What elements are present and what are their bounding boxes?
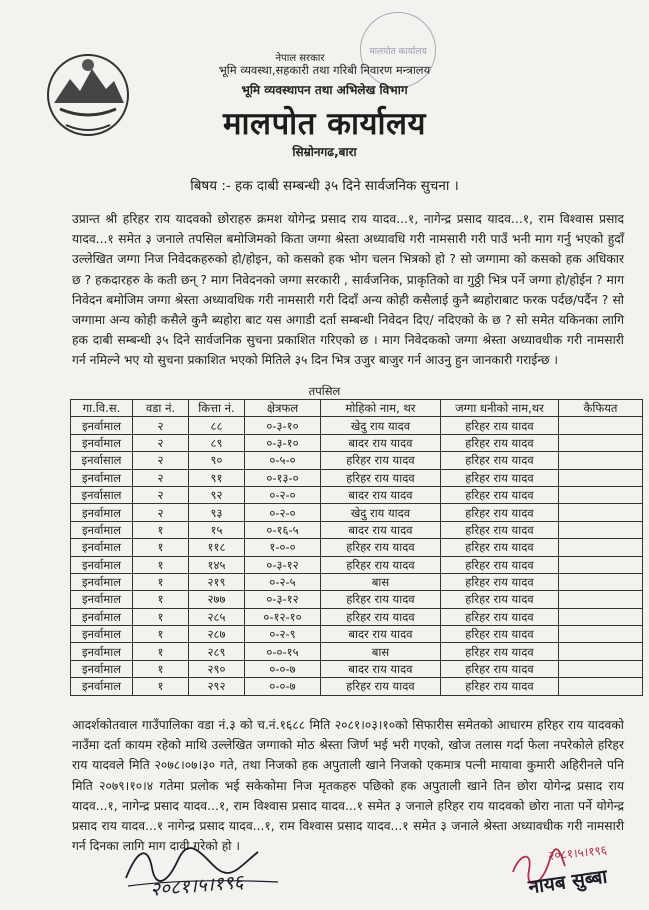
cell-tenant: बादर राय यादव	[321, 521, 441, 538]
cell-tenant: हरिहर राय यादव	[321, 539, 441, 556]
cell-area: ०-०-७	[245, 678, 321, 695]
cell-remarks	[559, 417, 643, 434]
cell-remarks	[559, 521, 643, 538]
table-row	[71, 608, 643, 625]
header-ward: वडा नं.	[133, 400, 189, 417]
cell-vdc: इनर्वामाल	[71, 556, 133, 573]
cell-tenant: खेदु राय यादव	[321, 504, 441, 521]
table-row	[71, 591, 643, 608]
cell-remarks	[559, 434, 643, 451]
table-row	[71, 469, 643, 486]
cell-remarks	[559, 591, 643, 608]
cell-ward: १	[133, 608, 189, 625]
cell-ward: १	[133, 660, 189, 677]
cell-vdc: इनर्वामाल	[71, 573, 133, 590]
table-caption: तपसिल	[308, 384, 341, 398]
cell-area: ०-२-०	[245, 504, 321, 521]
cell-ward: १	[133, 591, 189, 608]
notice-paragraph-2: आदर्शकोतवाल गाउँपालिका वडा नं.३ को च.नं.१६८८ मिति २०८१।०३।१०को सिफारीस समेतको आधारम हरिहर राय यादवको नाउँमा दर्ता कायम रहेको माथि उल्लेखित जग्गाको मोठ श्रेस्ता जिर्ण भई भरी गएको, खोज तलास गर्दा फेला नपरेकोले हरिहर राय यादवले मिति २०७८।०७।३० गते, तथा निजको हक अपुताली खाने निजको एकमात्र पत्नी मायावा कुमारी अहिरीनले पनि मिति २०७९।१०।४ गतेमा प्रलोक भई सकेकोमा निज मृतकहरु पछिको हक अपुताली खाने तिन छोरा योगेन्द्र प्रसाद राय यादव...१, नागेन्द्र प्रसाद यादव...१, राम विश्वास प्रसाद यादव...१ समेत ३ जनाले हरिहर राय यादवको छोरा नाता पर्ने योगेन्द्र प्रसाद राय यादव...१ नागेन्द्र प्रसाद यादव...१, राम विश्वास प्रसाद यादव...१ समेत ३ जनाले श्रेस्ता अध्यावधीक गरी नामसारी गर्न दिनका लागि माग दावी गरेको हो ।	[72, 718, 624, 854]
cell-ward: २	[133, 452, 189, 469]
cell-area: ०-२-९	[245, 626, 321, 643]
cell-area: ०-०-१५	[245, 643, 321, 660]
cell-area: ०-२-०	[245, 486, 321, 503]
cell-remarks	[559, 452, 643, 469]
cell-area: ०-३-१०	[245, 417, 321, 434]
cell-remarks	[559, 556, 643, 573]
cell-ward: १	[133, 678, 189, 695]
cell-remarks	[559, 573, 643, 590]
cell-tenant: खेदु राय यादव	[321, 417, 441, 434]
cell-plot: ९३	[189, 504, 245, 521]
cell-tenant: हरिहर राय यादव	[321, 591, 441, 608]
cell-plot: १५	[189, 521, 245, 538]
cell-tenant: बादर राय यादव	[321, 434, 441, 451]
signature-right-title: नायब सुब्बा	[526, 865, 609, 899]
cell-vdc: इनर्वामाल	[71, 434, 133, 451]
header-owner: जग्गा धनीको नाम,थर	[441, 400, 559, 417]
cell-tenant: हरिहर राय यादव	[321, 608, 441, 625]
table-row	[71, 539, 643, 556]
cell-ward: १	[133, 626, 189, 643]
cell-vdc: इनर्वामाल	[71, 678, 133, 695]
header-vdc: गा.वि.स.	[71, 400, 133, 417]
department-line: भूमि व्यवस्थापन तथा अभिलेख विभाग	[241, 83, 408, 97]
table-row	[71, 521, 643, 538]
cell-tenant: बादर राय यादव	[321, 660, 441, 677]
cell-remarks	[559, 539, 643, 556]
header-tenant: मोहिको नाम, थर	[321, 400, 441, 417]
ministry-line: भूमि व्यवस्था,सहकारी तथा गरिबी निवारण मन्त्रालय	[218, 63, 431, 77]
cell-tenant: हरिहर राय यादव	[321, 678, 441, 695]
header-area: क्षेत्रफल	[245, 400, 321, 417]
cell-area: ०-२-५	[245, 573, 321, 590]
table-row	[71, 660, 643, 677]
cell-area: ०-५-०	[245, 452, 321, 469]
cell-owner: हरिहर राय यादव	[441, 678, 559, 695]
cell-owner: हरिहर राय यादव	[441, 660, 559, 677]
cell-plot: २७७	[189, 591, 245, 608]
cell-area: ०-१२-१०	[245, 608, 321, 625]
cell-plot: २९०	[189, 660, 245, 677]
table-row	[71, 417, 643, 434]
stamp-text: मालपोत कार्यालय	[369, 46, 427, 57]
cell-area: ०-३-१०	[245, 434, 321, 451]
cell-remarks	[559, 469, 643, 486]
cell-owner: हरिहर राय यादव	[441, 452, 559, 469]
header-remarks: कैफियत	[559, 400, 643, 417]
signature-right-date: २०८१।५।१९६	[547, 842, 608, 864]
cell-vdc: इनर्वामाल	[71, 521, 133, 538]
cell-owner: हरिहर राय यादव	[441, 521, 559, 538]
cell-owner: हरिहर राय यादव	[441, 573, 559, 590]
cell-vdc: इनर्वामाल	[71, 660, 133, 677]
table-row	[71, 556, 643, 573]
cell-vdc: इनर्वामाल	[71, 417, 133, 434]
cell-vdc: इनर्वामाल	[71, 469, 133, 486]
cell-owner: हरिहर राय यादव	[441, 469, 559, 486]
cell-tenant: हरिहर राय यादव	[321, 469, 441, 486]
cell-ward: २	[133, 504, 189, 521]
cell-owner: हरिहर राय यादव	[441, 556, 559, 573]
cell-vdc: इनर्वामाल	[71, 643, 133, 660]
cell-vdc: इनर्वामाल	[71, 626, 133, 643]
cell-owner: हरिहर राय यादव	[441, 643, 559, 660]
cell-owner: हरिहर राय यादव	[441, 626, 559, 643]
government-line: नेपाल सरकार	[275, 53, 325, 64]
cell-owner: हरिहर राय यादव	[441, 434, 559, 451]
cell-ward: २	[133, 434, 189, 451]
cell-remarks	[559, 678, 643, 695]
cell-tenant: बादर राय यादव	[321, 486, 441, 503]
cell-ward: १	[133, 556, 189, 573]
cell-owner: हरिहर राय यादव	[441, 504, 559, 521]
cell-owner: हरिहर राय यादव	[441, 591, 559, 608]
cell-ward: १	[133, 521, 189, 538]
cell-tenant: बादर राय यादव	[321, 626, 441, 643]
cell-owner: हरिहर राय यादव	[441, 417, 559, 434]
notice-subject: बिषय :- हक दाबी सम्बन्धी ३५ दिने सार्वजनिक सुचना ।	[190, 178, 459, 194]
cell-tenant: बास	[321, 643, 441, 660]
cell-plot: ८९	[189, 434, 245, 451]
table-row	[71, 678, 643, 695]
cell-plot: २८५	[189, 608, 245, 625]
cell-plot: २८९	[189, 643, 245, 660]
cell-tenant: बास	[321, 573, 441, 590]
cell-plot: ८८	[189, 417, 245, 434]
cell-ward: २	[133, 417, 189, 434]
cell-ward: १	[133, 573, 189, 590]
cell-plot: ९१	[189, 469, 245, 486]
header-plot: कित्ता नं.	[189, 400, 245, 417]
cell-vdc: इनर्वामाल	[71, 608, 133, 625]
cell-plot: २१९	[189, 573, 245, 590]
cell-ward: २	[133, 469, 189, 486]
table-row	[71, 434, 643, 451]
cell-remarks	[559, 608, 643, 625]
notice-paragraph-1: उप्रान्त श्री हरिहर राय यादवको छोराहरु क्रमश योगेन्द्र प्रसाद राय यादव...१, नागेन्द्र प्रसाद यादव...१, राम विश्वास प्रसाद यादव...१ समेत ३ जनाले तपसिल बमोजिमको किता जग्गा श्रेस्ता अध्यावधि गरी नामसारी गरी पाउँ भनी माग गर्नु भएको हुदाँ उल्लेखित जग्गा निज निवेदकहरुको हो/होइन, को कसको हक भोग चलन भित्रको हो ? सो जग्गामा को कसको हक अधिकार छ ? हकदारहरु के कती छन् ? माग निवेदनको जग्गा सरकारी , सार्वजनिक, प्राकृतिको वा गुठ्ठी भित्र पर्ने जग्गा हो/होईन ? माग निवेदन बमोजिम जग्गा श्रेस्ता अध्यावधिक गरी नामसारी गरी दिदाँ अन्य कोही कसैलाई कुनै ब्यहोराबाट फरक पर्दछ/पर्दैन ? सो जग्गामा अन्य कोही कसैले कुनै ब्यहोरा बाट यस अगाडी दर्ता सम्बन्धी निवेदन दिए/ नदिएको के छ ? सो समेत यकिनका लागि हक दाबी सम्बन्धी ३५ दिने सार्वजनिक सुचना प्रकाशित गरिएको छ । माग निवेदकको जग्गा श्रेस्ता अध्यावधीक गरी नामसारी गर्न नमिल्ने भए यो सुचना प्रकाशित भएको मितिले ३५ दिन भित्र उजुर बाजुर गर्न आउनु हुन जानकारी गराईन्छ ।	[72, 212, 624, 368]
table-header-row	[71, 400, 643, 417]
cell-tenant: हरिहर राय यादव	[321, 452, 441, 469]
cell-ward: २	[133, 486, 189, 503]
table-row	[71, 486, 643, 503]
cell-ward: १	[133, 539, 189, 556]
cell-vdc: इनर्वामाल	[71, 591, 133, 608]
cell-plot: १४५	[189, 556, 245, 573]
land-records-table	[70, 399, 643, 696]
office-title: मालपोत कार्यालय	[222, 106, 427, 142]
cell-tenant: हरिहर राय यादव	[321, 556, 441, 573]
cell-vdc: इनर्वामाल	[71, 504, 133, 521]
signature-left-date: २०८१।५।१९६	[149, 870, 245, 902]
table-row	[71, 643, 643, 660]
cell-vdc: इनर्वामाल	[71, 539, 133, 556]
cell-area: ०-१६-५	[245, 521, 321, 538]
cell-vdc: इनर्वासाल	[71, 486, 133, 503]
cell-remarks	[559, 643, 643, 660]
office-location: सिम्रोनगढ,बारा	[292, 145, 357, 159]
cell-remarks	[559, 486, 643, 503]
cell-plot: २९२	[189, 678, 245, 695]
table-row	[71, 573, 643, 590]
cell-plot: २८७	[189, 626, 245, 643]
cell-remarks	[559, 660, 643, 677]
cell-remarks	[559, 626, 643, 643]
table-row	[71, 504, 643, 521]
table-row	[71, 626, 643, 643]
cell-plot: ९०	[189, 452, 245, 469]
cell-area: ०-१३-०	[245, 469, 321, 486]
table-row	[71, 452, 643, 469]
cell-area: ०-३-१२	[245, 591, 321, 608]
cell-owner: हरिहर राय यादव	[441, 608, 559, 625]
cell-ward: १	[133, 643, 189, 660]
cell-plot: ११८	[189, 539, 245, 556]
cell-area: १-०-०	[245, 539, 321, 556]
cell-remarks	[559, 504, 643, 521]
cell-area: ०-३-१२	[245, 556, 321, 573]
cell-vdc: इनर्वासाल	[71, 452, 133, 469]
cell-owner: हरिहर राय यादव	[441, 539, 559, 556]
cell-plot: ९२	[189, 486, 245, 503]
cell-area: ०-०-७	[245, 660, 321, 677]
cell-owner: हरिहर राय यादव	[441, 486, 559, 503]
